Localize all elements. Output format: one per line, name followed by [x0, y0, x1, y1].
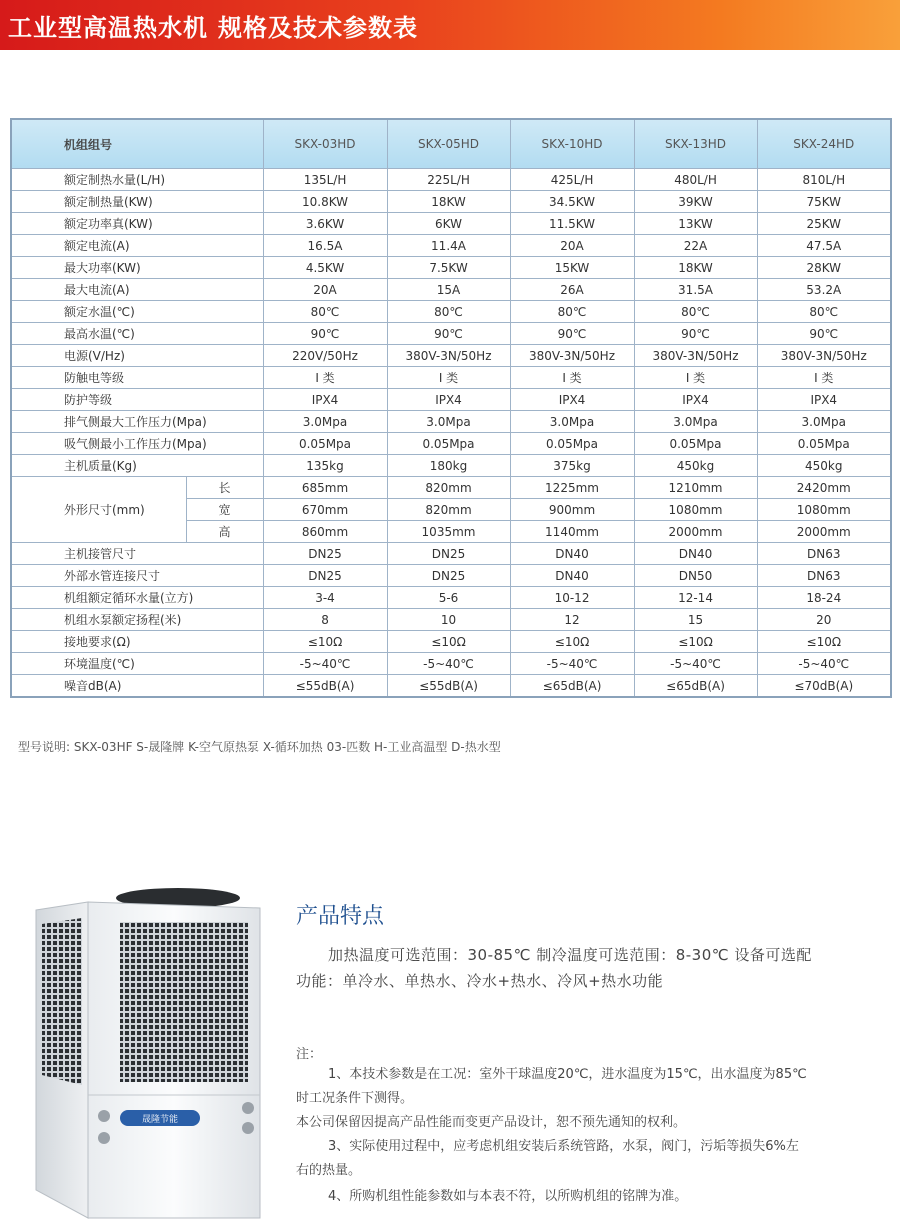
- model-header: SKX-05HD: [387, 119, 510, 169]
- spec-value-cell: DN25: [387, 565, 510, 587]
- spec-value-cell: 220V/50Hz: [263, 345, 387, 367]
- notes-label: 注：: [296, 1047, 323, 1062]
- spec-value-cell: 135kg: [263, 455, 387, 477]
- spec-value-cell: IPX4: [510, 389, 634, 411]
- spec-value-cell: -5~40℃: [634, 653, 757, 675]
- spec-value-cell: 18KW: [387, 191, 510, 213]
- spec-value-cell: 20A: [263, 279, 387, 301]
- spec-value-cell: 16.5A: [263, 235, 387, 257]
- spec-value-cell: IPX4: [634, 389, 757, 411]
- spec-value-cell: ≤65dB(A): [510, 675, 634, 698]
- spec-value-cell: 12: [510, 609, 634, 631]
- model-header: SKX-03HD: [263, 119, 387, 169]
- spec-label-cell: 机组额定循环水量(立方): [11, 587, 263, 609]
- spec-value-cell: 47.5A: [757, 235, 891, 257]
- spec-value-cell: I 类: [634, 367, 757, 389]
- table-row: [11, 411, 891, 433]
- table-row: [11, 543, 891, 565]
- spec-value-cell: DN25: [263, 565, 387, 587]
- table-header-row: [11, 119, 891, 169]
- spec-value-cell: 15: [634, 609, 757, 631]
- spec-value-cell: 1225mm: [510, 477, 634, 499]
- spec-value-cell: IPX4: [263, 389, 387, 411]
- spec-value-cell: 3.0Mpa: [634, 411, 757, 433]
- table-row: [11, 169, 891, 191]
- spec-label-cell: 额定水温(℃): [11, 301, 263, 323]
- spec-label-cell: 噪音dB(A): [11, 675, 263, 698]
- spec-value-cell: 22A: [634, 235, 757, 257]
- spec-value-cell: 225L/H: [387, 169, 510, 191]
- spec-value-cell: ≤10Ω: [387, 631, 510, 653]
- table-row: [11, 631, 891, 653]
- spec-value-cell: ≤55dB(A): [263, 675, 387, 698]
- spec-value-cell: 11.4A: [387, 235, 510, 257]
- table-row: [11, 675, 891, 698]
- spec-value-cell: 31.5A: [634, 279, 757, 301]
- spec-label-cell: 防触电等级: [11, 367, 263, 389]
- spec-value-cell: ≤65dB(A): [634, 675, 757, 698]
- spec-value-cell: 0.05Mpa: [510, 433, 634, 455]
- spec-value-cell: DN50: [634, 565, 757, 587]
- table-row: [11, 235, 891, 257]
- spec-value-cell: 39KW: [634, 191, 757, 213]
- spec-value-cell: DN40: [634, 543, 757, 565]
- spec-value-cell: 810L/H: [757, 169, 891, 191]
- spec-value-cell: ≤55dB(A): [387, 675, 510, 698]
- spec-value-cell: 3.6KW: [263, 213, 387, 235]
- heat-pump-unit-image: [28, 880, 268, 1220]
- spec-label-cell: 额定制热量(KW): [11, 191, 263, 213]
- spec-value-cell: DN25: [263, 543, 387, 565]
- table-row: [11, 653, 891, 675]
- spec-value-cell: 80℃: [757, 301, 891, 323]
- spec-value-cell: 5-6: [387, 587, 510, 609]
- spec-label-cell: 额定电流(A): [11, 235, 263, 257]
- features-text-2: 功能：单冷水、单热水、冷水+热水、冷风+热水功能: [296, 972, 664, 990]
- table-row: [11, 433, 891, 455]
- spec-label-cell: 主机接管尺寸: [11, 543, 263, 565]
- spec-value-cell: 10: [387, 609, 510, 631]
- page-title-main: 工业型高温热水机: [8, 14, 208, 42]
- spec-value-cell: 10-12: [510, 587, 634, 609]
- model-header: SKX-24HD: [757, 119, 891, 169]
- spec-value-cell: 34.5KW: [510, 191, 634, 213]
- spec-value-cell: 8: [263, 609, 387, 631]
- spec-value-cell: 90℃: [510, 323, 634, 345]
- table-row: [11, 301, 891, 323]
- table-row: [11, 389, 891, 411]
- spec-value-cell: 25KW: [757, 213, 891, 235]
- table-row: [11, 367, 891, 389]
- spec-value-cell: 53.2A: [757, 279, 891, 301]
- table-row: [11, 565, 891, 587]
- note-3-cont: 右的热量。: [296, 1163, 362, 1178]
- spec-value-cell: 1210mm: [634, 477, 757, 499]
- spec-value-cell: 28KW: [757, 257, 891, 279]
- spec-value-cell: 480L/H: [634, 169, 757, 191]
- spec-value-cell: 1080mm: [757, 499, 891, 521]
- dimensions-label-cell: 外形尺寸(mm): [11, 477, 186, 543]
- spec-value-cell: 0.05Mpa: [387, 433, 510, 455]
- spec-value-cell: 135L/H: [263, 169, 387, 191]
- note-2: 本公司保留因提高产品性能而变更产品设计，恕不预先通知的权利。: [296, 1115, 687, 1130]
- spec-label-cell: 排气侧最大工作压力(Mpa): [11, 411, 263, 433]
- features-title: 产品特点: [296, 904, 385, 929]
- spec-value-cell: I 类: [263, 367, 387, 389]
- spec-value-cell: 1035mm: [387, 521, 510, 543]
- spec-value-cell: 425L/H: [510, 169, 634, 191]
- spec-value-cell: 2420mm: [757, 477, 891, 499]
- spec-label-cell: 最大功率(KW): [11, 257, 263, 279]
- spec-label-cell: 接地要求(Ω): [11, 631, 263, 653]
- dimension-sub-label: 宽: [186, 499, 263, 521]
- model-header: SKX-10HD: [510, 119, 634, 169]
- spec-value-cell: 820mm: [387, 477, 510, 499]
- spec-value-cell: 375kg: [510, 455, 634, 477]
- spec-value-cell: IPX4: [387, 389, 510, 411]
- spec-value-cell: 26A: [510, 279, 634, 301]
- spec-label-cell: 外部水管连接尺寸: [11, 565, 263, 587]
- spec-value-cell: ≤10Ω: [634, 631, 757, 653]
- spec-value-cell: 2000mm: [757, 521, 891, 543]
- table-row: [11, 609, 891, 631]
- spec-value-cell: 80℃: [634, 301, 757, 323]
- spec-value-cell: 80℃: [387, 301, 510, 323]
- spec-value-cell: -5~40℃: [387, 653, 510, 675]
- spec-value-cell: 0.05Mpa: [757, 433, 891, 455]
- spec-value-cell: DN40: [510, 565, 634, 587]
- spec-label-cell: 额定功率真(KW): [11, 213, 263, 235]
- spec-value-cell: 3.0Mpa: [757, 411, 891, 433]
- spec-label-cell: 电源(V/Hz): [11, 345, 263, 367]
- spec-label-cell: 主机质量(Kg): [11, 455, 263, 477]
- table-row: [11, 587, 891, 609]
- spec-value-cell: 4.5KW: [263, 257, 387, 279]
- spec-label-cell: 最大电流(A): [11, 279, 263, 301]
- spec-value-cell: 11.5KW: [510, 213, 634, 235]
- spec-value-cell: 90℃: [757, 323, 891, 345]
- spec-label-cell: 最高水温(℃): [11, 323, 263, 345]
- spec-value-cell: 20: [757, 609, 891, 631]
- spec-value-cell: 1080mm: [634, 499, 757, 521]
- spec-value-cell: 10.8KW: [263, 191, 387, 213]
- spec-value-cell: 90℃: [263, 323, 387, 345]
- spec-label-cell: 额定制热水量(L/H): [11, 169, 263, 191]
- spec-value-cell: 15A: [387, 279, 510, 301]
- spec-value-cell: -5~40℃: [510, 653, 634, 675]
- spec-value-cell: 670mm: [263, 499, 387, 521]
- spec-value-cell: 2000mm: [634, 521, 757, 543]
- spec-value-cell: 0.05Mpa: [634, 433, 757, 455]
- spec-value-cell: 20A: [510, 235, 634, 257]
- spec-value-cell: 3.0Mpa: [387, 411, 510, 433]
- spec-value-cell: DN63: [757, 543, 891, 565]
- note-1: 1、本技术参数是在工况：室外干球温度20℃，进水温度为15℃，出水温度为85℃: [328, 1067, 807, 1082]
- model-explanation: 型号说明: SKX-03HF S-晟隆牌 K-空气原热泵 X-循环加热 03-匹数 H-工业高温型 D-热水型: [18, 740, 501, 754]
- spec-value-cell: I 类: [387, 367, 510, 389]
- spec-value-cell: ≤10Ω: [510, 631, 634, 653]
- spec-value-cell: ≤10Ω: [757, 631, 891, 653]
- spec-value-cell: 860mm: [263, 521, 387, 543]
- spec-value-cell: -5~40℃: [757, 653, 891, 675]
- table-row: [11, 191, 891, 213]
- page-title-sub: 规格及技术参数表: [218, 14, 418, 42]
- spec-value-cell: 0.05Mpa: [263, 433, 387, 455]
- spec-value-cell: 15KW: [510, 257, 634, 279]
- spec-label-cell: 机组水泵额定扬程(米): [11, 609, 263, 631]
- header-label: 机组组号: [11, 119, 263, 169]
- spec-value-cell: DN40: [510, 543, 634, 565]
- spec-value-cell: 380V-3N/50Hz: [387, 345, 510, 367]
- spec-value-cell: 13KW: [634, 213, 757, 235]
- spec-value-cell: I 类: [757, 367, 891, 389]
- spec-label-cell: 防护等级: [11, 389, 263, 411]
- spec-value-cell: 80℃: [510, 301, 634, 323]
- spec-value-cell: 90℃: [387, 323, 510, 345]
- table-row: [11, 455, 891, 477]
- spec-value-cell: 3.0Mpa: [510, 411, 634, 433]
- spec-value-cell: 18KW: [634, 257, 757, 279]
- spec-value-cell: 7.5KW: [387, 257, 510, 279]
- spec-value-cell: 685mm: [263, 477, 387, 499]
- note-1-cont: 时工况条件下测得。: [296, 1091, 414, 1106]
- spec-value-cell: DN63: [757, 565, 891, 587]
- spec-value-cell: 18-24: [757, 587, 891, 609]
- spec-value-cell: 450kg: [757, 455, 891, 477]
- features-text-1: 加热温度可选范围：30-85℃ 制冷温度可选范围：8-30℃ 设备可选配: [328, 946, 812, 964]
- page-title: [8, 8, 418, 43]
- table-row: [11, 345, 891, 367]
- spec-value-cell: 380V-3N/50Hz: [510, 345, 634, 367]
- spec-value-cell: I 类: [510, 367, 634, 389]
- table-row: [11, 279, 891, 301]
- spec-value-cell: IPX4: [757, 389, 891, 411]
- table-row: [11, 213, 891, 235]
- title-banner: [0, 0, 900, 50]
- spec-value-cell: ≤10Ω: [263, 631, 387, 653]
- spec-value-cell: 90℃: [634, 323, 757, 345]
- dimension-sub-label: 长: [186, 477, 263, 499]
- brand-badge: 晟隆节能: [141, 1115, 179, 1125]
- note-4: 4、所购机组性能参数如与本表不符，以所购机组的铭牌为准。: [328, 1189, 688, 1204]
- spec-value-cell: 12-14: [634, 587, 757, 609]
- spec-value-cell: 820mm: [387, 499, 510, 521]
- model-header: SKX-13HD: [634, 119, 757, 169]
- table-row: [11, 257, 891, 279]
- dimension-sub-label: 高: [186, 521, 263, 543]
- spec-value-cell: 80℃: [263, 301, 387, 323]
- spec-value-cell: 3-4: [263, 587, 387, 609]
- note-3: 3、实际使用过程中，应考虑机组安装后系统管路，水泵，阀门，污垢等损失6%左: [328, 1139, 799, 1154]
- spec-value-cell: -5~40℃: [263, 653, 387, 675]
- spec-label-cell: 环境温度(℃): [11, 653, 263, 675]
- spec-label-cell: 吸气侧最小工作压力(Mpa): [11, 433, 263, 455]
- spec-value-cell: 900mm: [510, 499, 634, 521]
- table-row: [11, 323, 891, 345]
- spec-value-cell: 380V-3N/50Hz: [634, 345, 757, 367]
- spec-value-cell: DN25: [387, 543, 510, 565]
- spec-value-cell: 380V-3N/50Hz: [757, 345, 891, 367]
- spec-value-cell: 450kg: [634, 455, 757, 477]
- spec-value-cell: ≤70dB(A): [757, 675, 891, 698]
- spec-value-cell: 75KW: [757, 191, 891, 213]
- spec-value-cell: 180kg: [387, 455, 510, 477]
- spec-value-cell: 6KW: [387, 213, 510, 235]
- spec-table: [10, 118, 892, 698]
- spec-value-cell: 3.0Mpa: [263, 411, 387, 433]
- table-row: [11, 477, 891, 499]
- spec-value-cell: 1140mm: [510, 521, 634, 543]
